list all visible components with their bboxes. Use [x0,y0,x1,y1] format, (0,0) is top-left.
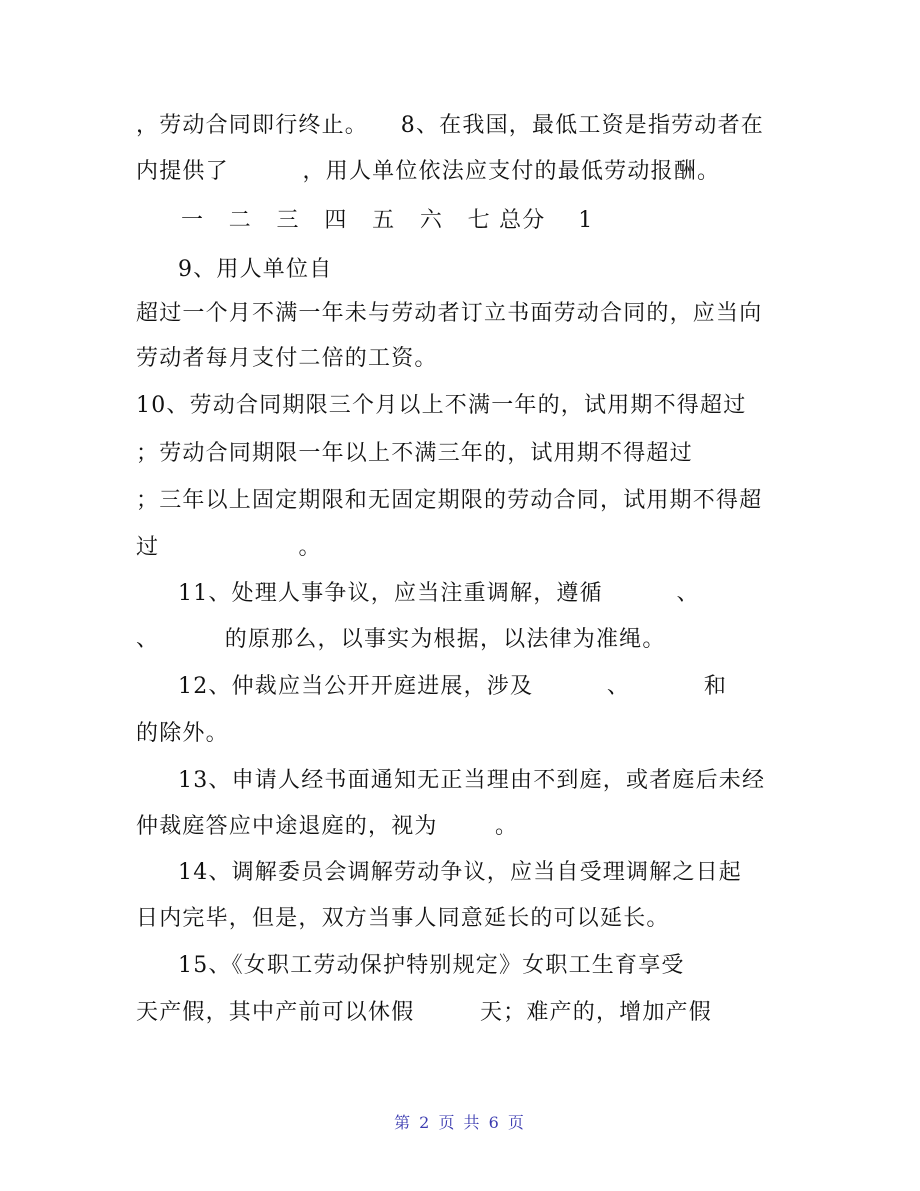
question-13-line-2: 仲裁庭答应中途退庭的，视为 。 [136,814,519,839]
text-line-1: ，劳动合同即行终止。 8、在我国，最低工资是指劳动者在 [136,113,764,138]
question-11-line-1: 11、处理人事争议，应当注重调解，遵循 、 [178,581,700,606]
question-9-line-1: 9、用人单位自 [178,257,333,282]
question-10-line-3: ；三年以上固定期限和无固定期限的劳动合同，试用期不得超 [136,488,763,513]
question-12-line-1: 12、仲裁应当公开开庭进展，涉及 、 和 [178,674,728,699]
question-10-line-4: 过 。 [136,535,322,560]
question-13-line-1: 13、申请人经书面通知无正当理由不到庭，或者庭后未经 [178,768,766,793]
question-9-line-3: 劳动者每月支付二倍的工资。 [136,346,438,371]
text-line-2: 内提供了 ，用人单位依法应支付的最低劳动报酬。 [136,159,721,184]
question-12-line-2: 的除外。 [136,721,229,746]
question-15-line-1: 15、《女职工劳动保护特别规定》女职工生育享受 [178,953,685,978]
question-9-line-2: 超过一个月不满一年未与劳动者订立书面劳动合同的，应当向 [136,301,763,326]
score-table-header: 一 二 三 四 五 六 七 总分 1 [181,208,594,233]
question-14-line-2: 日内完毕，但是，双方当事人同意延长的可以延长。 [136,906,670,931]
question-14-line-1: 14、调解委员会调解劳动争议，应当自受理调解之日起 [178,860,742,885]
question-10-line-1: 10、劳动合同期限三个月以上不满一年的，试用期不得超过 [136,393,747,418]
question-11-line-2: 、 的原那么，以事实为根据，以法律为准绳。 [136,627,666,652]
page-number-footer: 第 2 页 共 6 页 [394,1113,526,1132]
question-15-line-2: 天产假，其中产前可以休假 天；难产的，增加产假 [136,1000,712,1025]
question-10-line-2: ；劳动合同期限一年以上不满三年的，试用期不得超过 [136,441,693,466]
